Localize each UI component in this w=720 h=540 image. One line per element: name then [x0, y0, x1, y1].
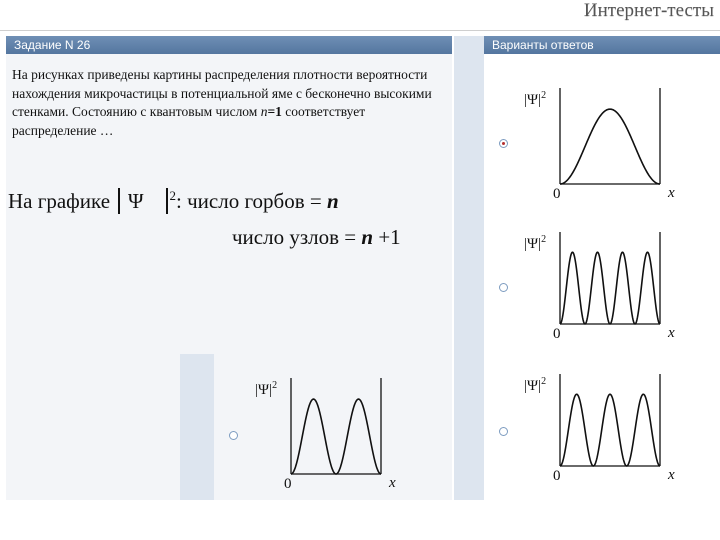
abs-bar-left: [118, 188, 120, 214]
answer-radio-4[interactable]: [229, 431, 238, 440]
answers-divider-strip: [454, 36, 484, 500]
quantum-number-value: =1: [267, 104, 282, 119]
question-side-strip: [180, 354, 214, 500]
hint-n-2: n: [361, 225, 374, 249]
question-text: [12, 66, 442, 140]
quantum-number-symbol: n: [260, 104, 268, 119]
psi-axis-label: [524, 376, 546, 395]
answer-graph-1: [560, 88, 660, 184]
hint-plus-one: +1: [373, 225, 401, 249]
psi-label-exponent: 2: [541, 90, 547, 101]
psi-label-exponent: 2: [541, 376, 547, 387]
hint-nodes-text: число узлов =: [232, 225, 362, 249]
x-axis-label: x: [668, 185, 675, 201]
hint-humps-text: : число горбов =: [176, 189, 327, 213]
hint-line-1: [8, 188, 339, 214]
question-title-bar: Задание N 26: [6, 36, 452, 54]
origin-label: 0: [553, 186, 561, 202]
answer-radio-3[interactable]: [499, 427, 508, 436]
psi-label-text: |Ψ|: [524, 378, 542, 394]
psi-axis-label: [524, 90, 546, 109]
header-divider: [0, 30, 720, 31]
probability-density-curve: [560, 109, 660, 184]
psi-axis-label: [524, 234, 546, 253]
psi-label-text: |Ψ|: [524, 236, 542, 252]
answer-graph-4: [291, 378, 381, 474]
probability-density-curve: [560, 252, 660, 324]
answer-radio-1[interactable]: [499, 139, 508, 148]
psi-axis-label: [255, 380, 277, 399]
hint-n: n: [327, 189, 339, 213]
question-text-part2: соответствует распределение …: [12, 104, 366, 138]
psi-label-exponent: 2: [541, 234, 547, 245]
psi-label-text: |Ψ|: [524, 92, 542, 108]
origin-label: 0: [553, 468, 561, 484]
hint-prefix: На графике: [8, 189, 111, 213]
psi-label-exponent: 2: [272, 380, 278, 391]
probability-density-curve: [560, 394, 660, 466]
psi-label-text: |Ψ|: [255, 382, 273, 398]
answer-graph-3: [560, 374, 660, 466]
x-axis-label: x: [668, 325, 675, 341]
answer-graph-2: [560, 232, 660, 324]
x-axis-label: x: [389, 475, 396, 491]
answer-radio-2[interactable]: [499, 283, 508, 292]
x-axis-label: x: [668, 467, 675, 483]
origin-label: 0: [553, 326, 561, 342]
abs-bar-right: [166, 188, 168, 214]
hint-line-2: [232, 225, 401, 250]
probability-density-curve: [291, 399, 381, 474]
origin-label: 0: [284, 476, 292, 492]
question-text-part1: На рисунках приведены картины распределения плотности вероятности нахождения микрочастицы в потенциальной яме с бесконечно высокими стенками. Состоянию с квантовым числом: [12, 67, 432, 119]
hint-exponent: 2: [169, 188, 177, 203]
page-title: Интернет-тесты: [583, 0, 714, 21]
answers-title-bar: Варианты ответов: [484, 36, 720, 54]
psi-symbol: Ψ: [128, 189, 144, 213]
